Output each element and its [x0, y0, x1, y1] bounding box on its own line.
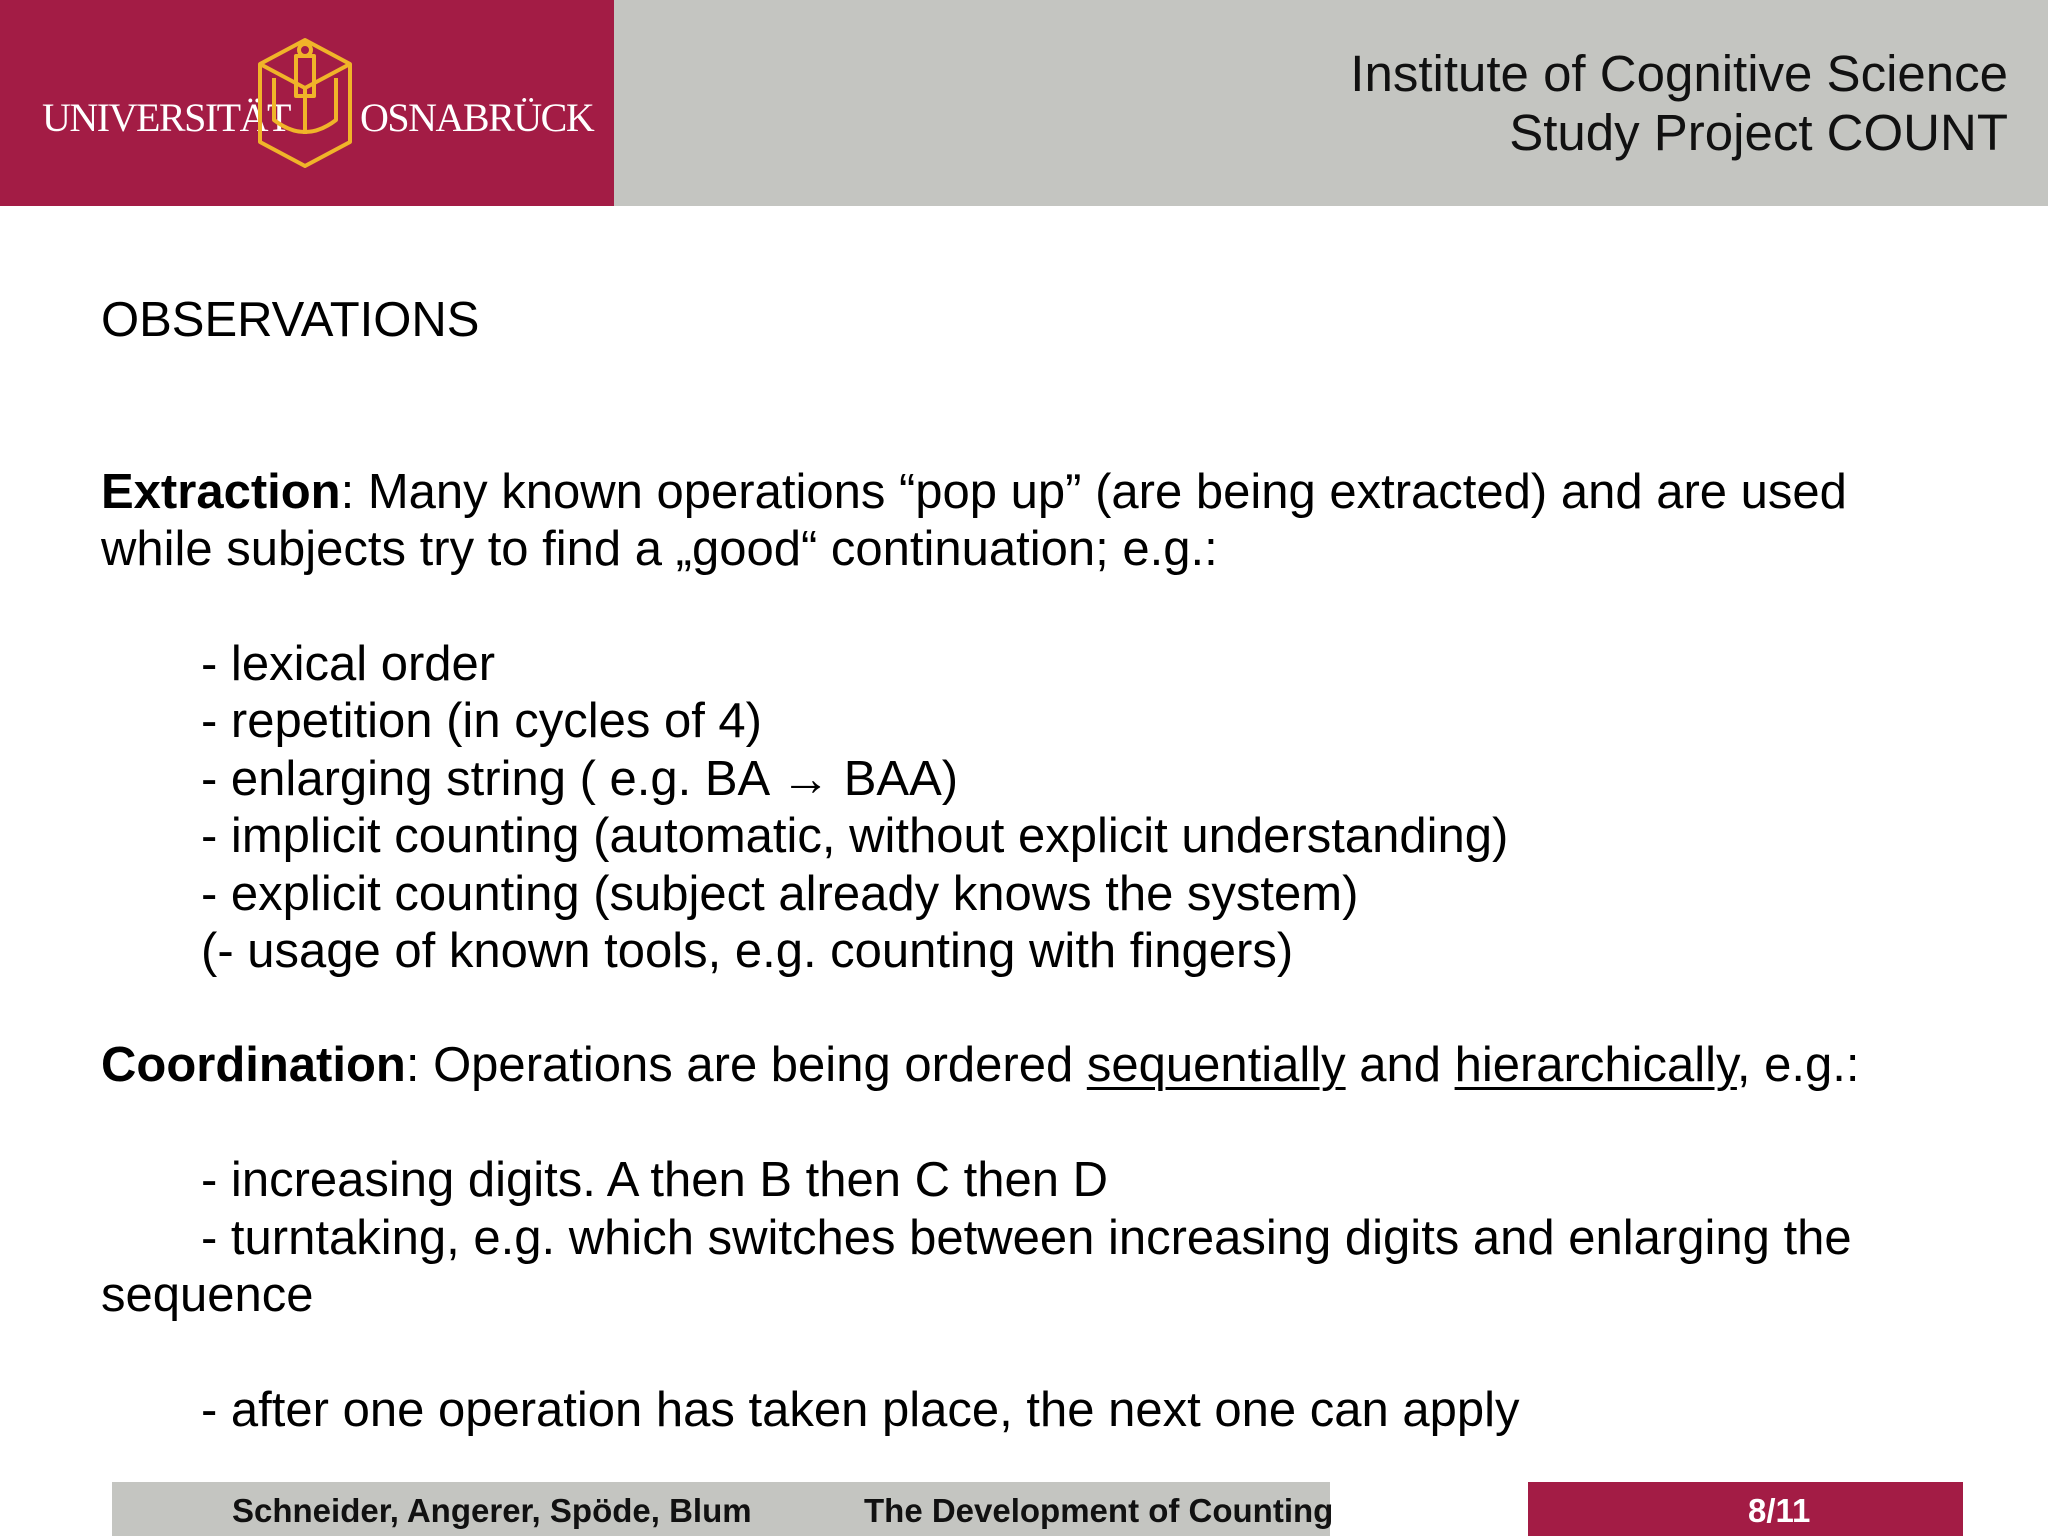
extraction-paragraph-line-1	[101, 464, 1847, 522]
extraction-text-1: : Many known operations “pop up” (are being extracted) and are used	[340, 465, 1847, 519]
page-number: 8/11	[1748, 1492, 1811, 1529]
coordination-text-b: and	[1345, 1038, 1455, 1092]
coordination-item-2-line-2: sequence	[101, 1268, 314, 1322]
extraction-item-5: - explicit counting (subject already knows the system)	[201, 867, 1359, 921]
university-logo-banner	[0, 0, 614, 206]
footer-title: The Development of Counting	[864, 1492, 1334, 1529]
coordination-term: Coordination	[101, 1038, 406, 1092]
extraction-term: Extraction	[101, 465, 341, 519]
coordination-item-3: - after one operation has taken place, the next one can apply	[201, 1383, 1520, 1437]
slide-heading: OBSERVATIONS	[101, 293, 480, 347]
university-emblem-icon	[252, 34, 358, 172]
footer-page-box	[1528, 1482, 1963, 1536]
logo-text-universitaet: UNIVERSITÄT	[42, 95, 290, 140]
coordination-text-a: : Operations are being ordered	[405, 1038, 1087, 1092]
underlined-sequentially: sequentially	[1086, 1038, 1346, 1092]
coordination-text-c: , e.g.:	[1736, 1038, 1860, 1092]
coordination-item-1: - increasing digits. A then B then C then D	[201, 1153, 1109, 1207]
extraction-item-3: - enlarging string ( e.g. BA → BAA)	[201, 752, 959, 806]
project-title: Study Project COUNT	[1509, 104, 2008, 161]
coordination-paragraph	[101, 1037, 1859, 1095]
extraction-item-1: - lexical order	[201, 637, 496, 691]
extraction-item-6: (- usage of known tools, e.g. counting with fingers)	[201, 924, 1294, 978]
extraction-item-2: - repetition (in cycles of 4)	[201, 694, 762, 748]
footer-authors: Schneider, Angerer, Spöde, Blum	[232, 1492, 752, 1529]
extraction-item-4: - implicit counting (automatic, without explicit understanding)	[201, 809, 1509, 863]
coordination-item-2-line-1: - turntaking, e.g. which switches between increasing digits and enlarging the	[201, 1211, 1852, 1265]
logo-text-osnabrueck: OSNABRÜCK	[360, 95, 594, 140]
underlined-hierarchically: hierarchically	[1454, 1038, 1737, 1092]
institute-title: Institute of Cognitive Science	[1350, 45, 2008, 102]
extraction-text-2: while subjects try to find a „good“ continuation; e.g.:	[101, 522, 1218, 576]
header-titles	[1350, 44, 2008, 162]
